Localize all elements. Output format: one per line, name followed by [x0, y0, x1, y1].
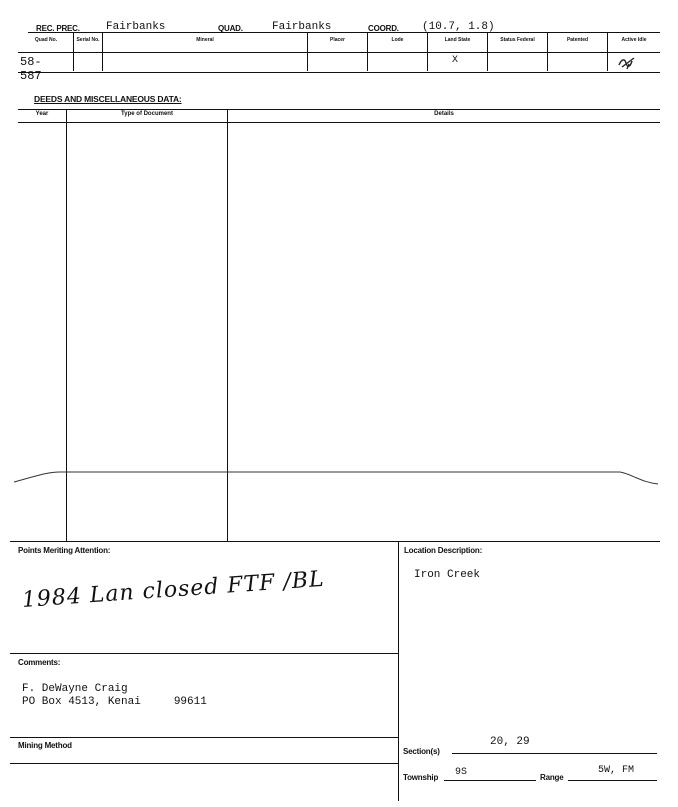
coord-label: COORD. — [368, 24, 399, 33]
location-description-label: Location Description: — [404, 546, 483, 555]
col-year: Year — [35, 111, 49, 117]
land-state-value: X — [452, 55, 459, 66]
sections-label: Section(s) — [403, 747, 440, 756]
col-placer: Placer — [329, 37, 345, 43]
quad-value: Fairbanks — [272, 21, 332, 33]
col-lode: Lode — [391, 37, 404, 43]
col-serial-no: Serial No. — [76, 37, 100, 43]
range-label: Range — [540, 773, 564, 782]
active-idle-scribble-icon — [616, 55, 638, 71]
col-type-of-document: Type of Document — [121, 111, 173, 117]
fold-crease — [0, 460, 678, 500]
col-active-idle: Active Idle — [621, 37, 647, 43]
rec-prec-label: REC. PREC. — [36, 24, 80, 33]
township-value: 9S — [455, 767, 468, 778]
header-underline — [28, 32, 660, 33]
quad-no-value: 58-587 — [20, 55, 42, 83]
col-mineral: Mineral — [196, 37, 214, 43]
handwritten-note: 1984 Lan closed FTF /BL — [21, 566, 326, 613]
comments-label: Comments: — [18, 658, 61, 667]
township-label: Township — [403, 773, 439, 782]
quad-label: QUAD. — [218, 24, 243, 33]
col-land-state: Land State — [444, 37, 471, 43]
comments-line-2: PO Box 4513, Kenai 99611 — [22, 696, 207, 708]
col-patented: Patented — [566, 37, 589, 43]
mining-method-label: Mining Method — [18, 741, 72, 750]
sections-value: 20, 29 — [490, 736, 530, 748]
range-value: 5W, FM — [598, 765, 635, 776]
col-status-federal: Status Federal — [500, 37, 535, 43]
coord-value: (10.7, 1.8) — [422, 21, 495, 33]
comments-line-1: F. DeWayne Craig — [22, 683, 128, 695]
points-meriting-attention-label: Points Meriting Attention: — [18, 546, 111, 555]
col-quad-no: Quad No. — [34, 37, 58, 43]
location-description-value: Iron Creek — [414, 569, 481, 581]
deeds-section-title: DEEDS AND MISCELLANEOUS DATA: — [34, 94, 182, 104]
col-details: Details — [434, 111, 454, 117]
rec-prec-value: Fairbanks — [106, 21, 166, 33]
